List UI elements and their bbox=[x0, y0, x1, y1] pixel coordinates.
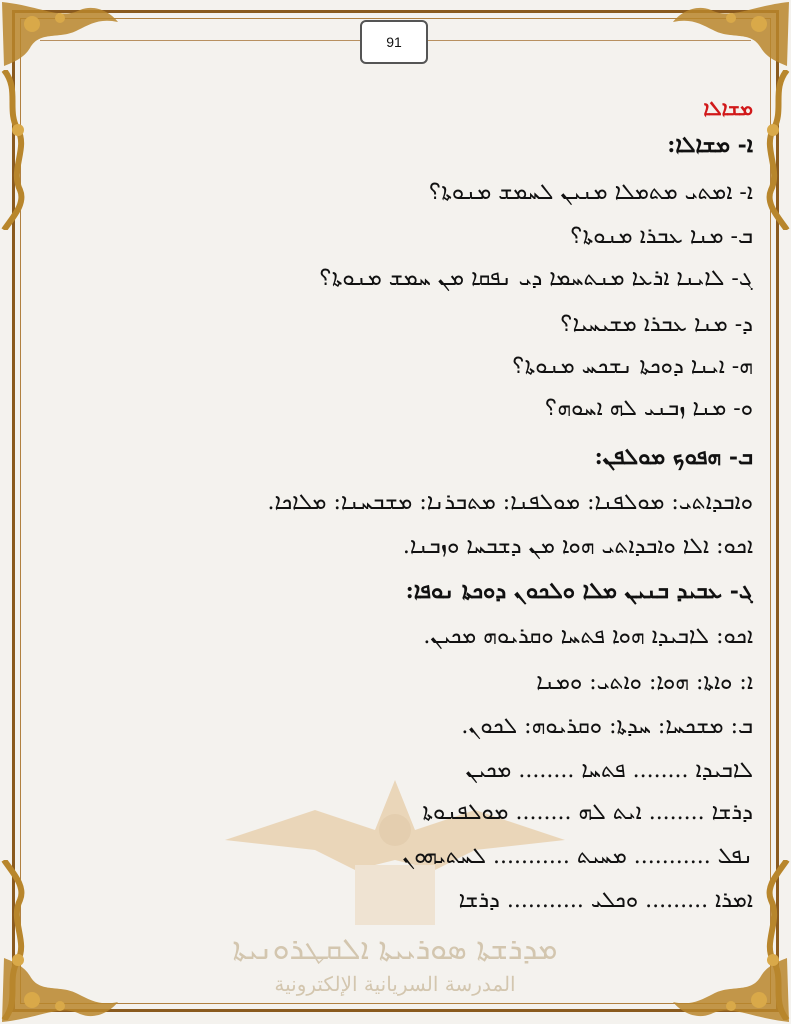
side-ornament-icon bbox=[751, 860, 791, 1020]
corner-ornament-icon bbox=[671, 0, 791, 70]
question-line: ܕ- ܡܢܐ ܥܒܪܐ ܡܫܝܚܝܐ؟ bbox=[560, 312, 753, 337]
watermark-arabic: المدرسة السريانية الإلكترونية bbox=[274, 972, 516, 996]
fill-blank-line: ܠܐܒܝܕܐ ........ ܦܬܚܐ ........ ܡܟܝܢ bbox=[465, 758, 753, 783]
exercise-heading: ܒ- ܗܦܘܟ ܡܘܠܦܢ: bbox=[594, 444, 753, 470]
corner-ornament-icon bbox=[0, 0, 120, 70]
question-line: ܒ- ܡܢܐ ܥܒܪܐ ܡܢܘܬܐ؟ bbox=[570, 224, 753, 249]
question-line: ܘ- ܡܢܐ ܙܒܢܝ ܠܗ ܐܚܘܗ؟ bbox=[545, 396, 753, 421]
question-heading: ܐ- ܡܫܐܠܐ: bbox=[667, 132, 753, 158]
question-line: ܓ- ܠܐܝܢܐ ܐܪܥܐ ܡܢܬܚܡܐ ܕܝ ܢܦܩܐ ܡܢ ܚܡܫ ܡܢܘܬܐ؟ bbox=[319, 266, 753, 291]
fill-blank-line: ܢܦܠ ........... ܡܚܝܬ ........... ܠܚܬܝܗܘܢ bbox=[402, 844, 753, 869]
page-content bbox=[40, 88, 753, 944]
fill-blank-line: ܕܪܫܐ ........ ܐܝܬ ܠܗ ........ ܡܘܠܦܢܘܬܐ bbox=[422, 800, 753, 825]
question-line: ܗ- ܐܝܢܐ ܕܘܟܬܐ ܢܫܟܚ ܡܢܘܬܐ؟ bbox=[512, 354, 753, 379]
exercise-example: ܐܟܘ: ܐܠܐ ܘܐܒܕܐܬܝ ܗܘܐ ܡܢ ܕܫܒܚܐ ܘܙܒܢܐ. bbox=[402, 534, 753, 559]
page-number: 91 bbox=[360, 20, 428, 64]
word-bank-row: ܐ: ܘܐܬܐ: ܗܘܐ: ܘܐܬܝ: ܘܡܢܐ bbox=[536, 670, 753, 695]
question-line: ܐ- ܐܡܬܝ ܡܬܡܠܐ ܡܢܝܢ ܠܚܡܫ ܡܢܘܬܐ؟ bbox=[429, 180, 753, 205]
word-bank-row: ܒ: ܡܫܟܚܐ: ܚܕܬܐ: ܘܩܪܝܘܗ: ܠܟܘܢ. bbox=[461, 714, 753, 739]
side-ornament-icon bbox=[0, 860, 40, 1020]
section-title: ܡܫܐܠܐ bbox=[703, 96, 753, 120]
exercise-heading: ܓ- ܥܒܝܕ ܒܢܝܢ ܡܠܐ ܘܠܟܘܢ ܕܘܟܬܐ ܢܘܦܐ: bbox=[405, 578, 753, 604]
side-ornament-icon bbox=[751, 70, 791, 230]
fill-blank-line: ܐܡܪܐ ......... ܘܟܠܝ ........... ܕܪܫܐ bbox=[458, 888, 753, 913]
exercise-example: ܐܟܘ: ܠܐܒܝܕܐ ܗܘܐ ܦܬܚܐ ܘܩܪܝܘܗ ܡܟܝܢ. bbox=[423, 624, 753, 649]
watermark-syriac: ܡܕܪܫܬܐ ܣܘܪܝܝܬܐ ܐܠܩܛܪܘܢܝܬܐ bbox=[232, 932, 558, 967]
side-ornament-icon bbox=[0, 70, 40, 230]
exercise-line: ܘܐܒܕܐܬܝ: ܡܘܠܦܢܐ: ܡܘܠܦܢܐ: ܡܬܒܪܢܐ: ܡܫܒܚܢܐ: ܡܠܐܟܐ. bbox=[267, 490, 753, 515]
